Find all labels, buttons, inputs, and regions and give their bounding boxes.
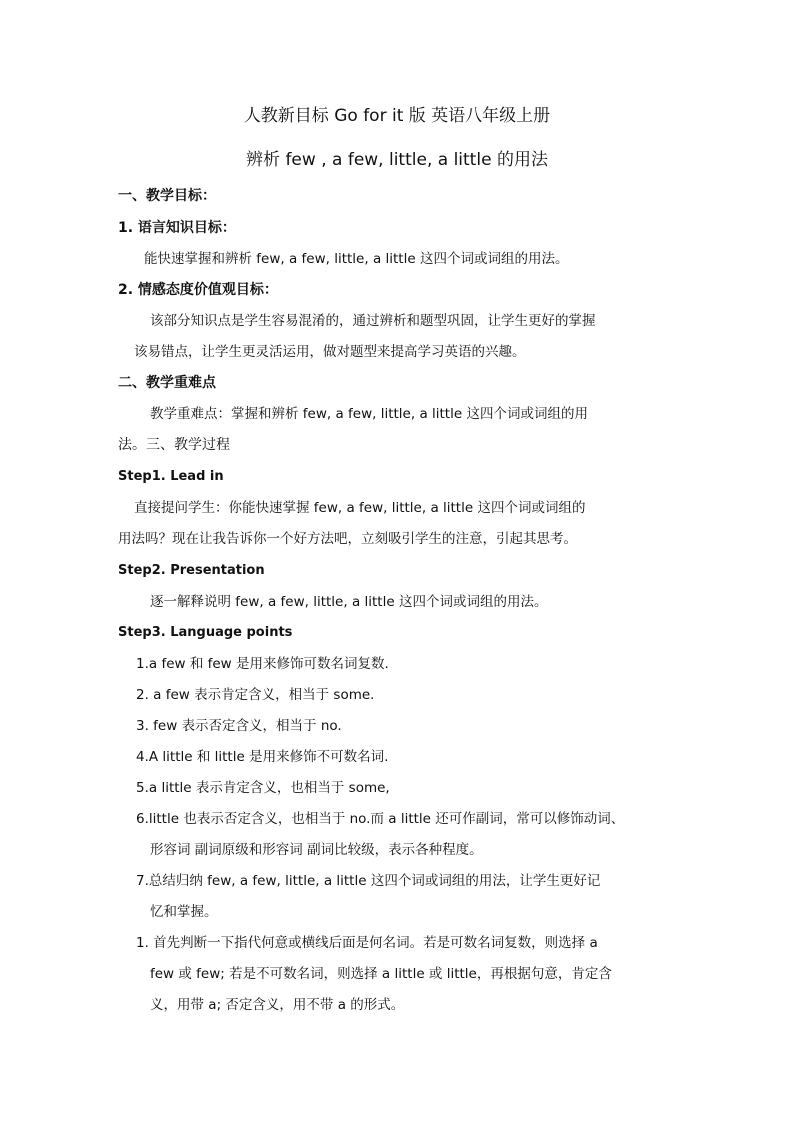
point-line-3: 3. few 表示否定含义，相当于 no. (136, 718, 342, 734)
objective-1-text: 能快速掌握和辨析 few, a few, little, a little 这四个词或词组的用法。 (144, 251, 569, 267)
key-points-text-line2: 法。三、教学过程 (118, 437, 230, 453)
document-subtitle: 辨析 few , a few, little, a little 的用法 (246, 150, 548, 170)
section-heading-objectives: 一、教学目标： (118, 188, 216, 204)
point-line-5: 5.a little 表示肯定含义，也相当于 some, (136, 780, 390, 796)
objective-2-heading: 2. 情感态度价值观目标： (118, 282, 278, 298)
objective-2-text-line1: 该部分知识点是学生容易混淆的，通过辨析和题型巩固，让学生更好的掌握 (150, 313, 596, 329)
tip-line-3: 义，用带 a; 否定含义，用不带 a 的形式。 (150, 997, 405, 1013)
tip-line-1: 1. 首先判断一下指代何意或横线后面是何名词。若是可数名词复数，则选择 a (136, 935, 598, 951)
step2-text: 逐一解释说明 few, a few, little, a little 这四个词或词组的用法。 (150, 594, 548, 610)
tip-line-2: few 或 few; 若是不可数名词，则选择 a little 或 little，再根据句意，肯定含 (150, 966, 612, 982)
objective-1-heading: 1. 语言知识目标： (118, 220, 236, 236)
point-line-2: 2. a few 表示肯定含义，相当于 some. (136, 687, 375, 703)
key-points-text-line1: 教学重难点：掌握和辨析 few, a few, little, a little 这四个词或词组的用 (150, 406, 588, 422)
point-line-7-cont: 忆和掌握。 (150, 904, 218, 920)
point-line-7: 7.总结归纳 few, a few, little, a little 这四个词或词组的用法，让学生更好记 (136, 873, 601, 889)
step1-text-line1: 直接提问学生：你能快速掌握 few, a few, little, a little 这四个词或词组的 (134, 500, 586, 516)
point-line-1: 1.a few 和 few 是用来修饰可数名词复数. (136, 656, 389, 672)
step2-heading: Step2. Presentation (118, 563, 265, 578)
step1-text-line2: 用法吗？现在让我告诉你一个好方法吧，立刻吸引学生的注意，引起其思考。 (118, 531, 577, 547)
point-line-4: 4.A little 和 little 是用来修饰不可数名词. (136, 749, 389, 765)
step1-heading: Step1. Lead in (118, 469, 224, 484)
point-line-6-cont: 形容词 副词原级和形容词 副词比较级，表示各种程度。 (150, 842, 483, 858)
step3-heading: Step3. Language points (118, 625, 293, 640)
objective-2-text-line2: 该易错点，让学生更灵活运用，做对题型来提高学习英语的兴趣。 (134, 344, 526, 360)
point-line-6: 6.little 也表示否定含义，也相当于 no.而 a little 还可作副词，常可以修饰动词、 (136, 811, 625, 827)
section-heading-key-points: 二、教学重难点 (118, 375, 216, 391)
document-title: 人教新目标 Go for it 版 英语八年级上册 (243, 106, 551, 126)
